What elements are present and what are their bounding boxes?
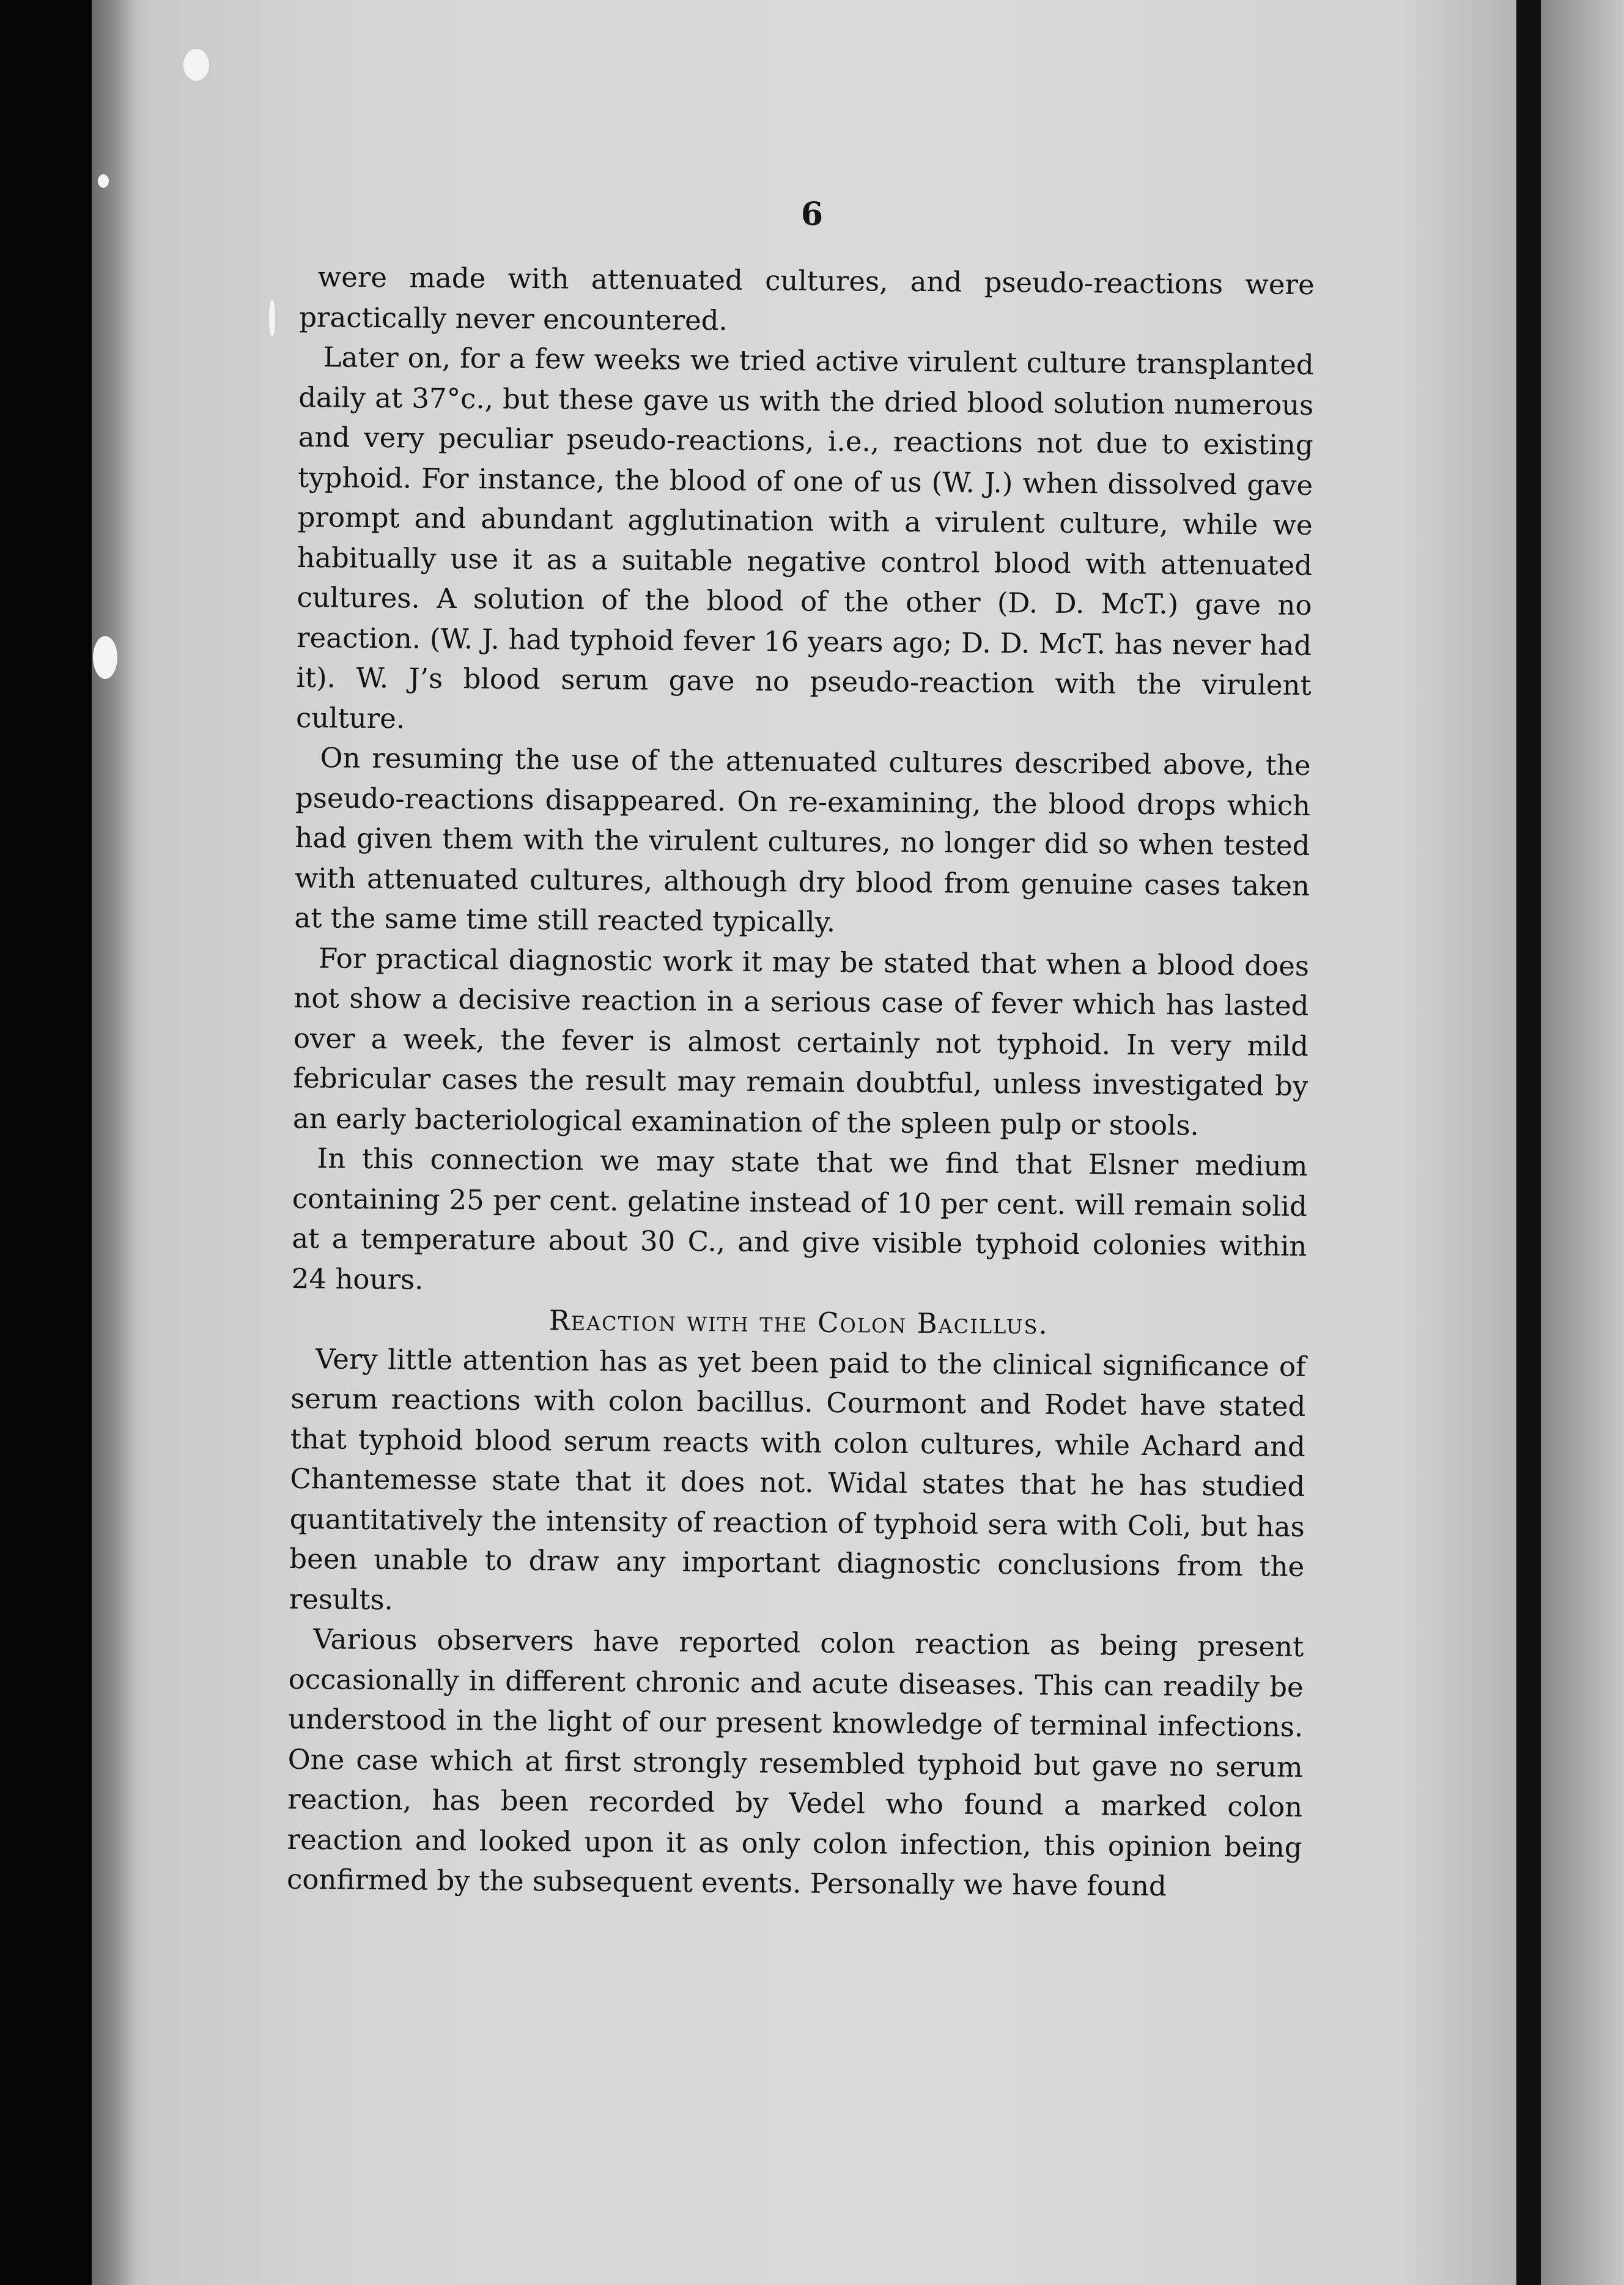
page-number: 6 bbox=[800, 196, 824, 233]
page-gutter-shadow bbox=[92, 0, 135, 2285]
paragraph: On resuming the use of the attenuated cultures described above, the pseudo-reactions disappeared. On re-examining, the blood drops which had given them with the virulent cultures, no longer did so when tested with attenuated cultures, although dry blood from genuine cases taken at the same time still reacted typically. bbox=[294, 741, 1311, 938]
paper-speck bbox=[93, 636, 117, 679]
paper-speck bbox=[98, 174, 109, 188]
page-edge-shadow bbox=[1516, 0, 1541, 2285]
paper-speck bbox=[269, 300, 275, 336]
paragraph: Very little attention has as yet been paid to the clinical significance of serum reactions with colon bacillus. Courmont and Rodet have stated that typhoid blood serum reacts with colon cultures, while Achard and Chantemesse state that it does not. Widal states that he has studied quantitatively the intensity of reaction of typhoid sera with Coli, but has been unable to draw any important diagnostic conclusions from the results. bbox=[289, 1342, 1307, 1616]
paragraph: For practical diagnostic work it may be stated that when a blood does not show a decisive reaction in a serious case of fever which has lasted over a week, the fever is almost certainly not typhoid. In very mild febricular cases the result may remain doubtful, unless investigated by an early bacteriological examination of the spleen pulp or stools. bbox=[292, 941, 1310, 1142]
section-heading: Reaction with the Colon Bacillus. bbox=[548, 1304, 1049, 1341]
paragraph: were made with attenuated cultures, and pseudo-reactions were practically never encountered. bbox=[299, 261, 1315, 336]
adjacent-page-edge bbox=[1541, 0, 1624, 2285]
paragraph: Later on, for a few weeks we tried active virulent culture transplanted daily at 37°c., but these gave us with the dried blood solution numerous and very peculiar pseudo-reactions, i.e., reactions not due to existing typhoid. For instance, the blood of one of us (W. J.) when dissolved gave prompt and abundant agglutination with a virulent culture, while we habitually use it as a suitable negative control blood with attenuated cultures. A solution of the blood of the other (D. D. McT.) gave no reaction. (W. J. had typhoid fever 16 years ago; D. D. McT. has never had it). W. J’s blood serum gave no pseudo-reaction with the virulent culture. bbox=[295, 341, 1314, 735]
paper-speck bbox=[183, 49, 209, 81]
paragraph: In this connection we may state that we find that Elsner medium containing 25 per cent. gelatine instead of 10 per cent. will remain solid at a temperature about 30 C., and give visible typhoid colonies within 24 hours. bbox=[291, 1142, 1308, 1296]
paragraph: Various observers have reported colon reaction as being present occasionally in different chronic and acute diseases. This can readily be understood in the light of our present knowledge of terminal infections. One case which at first strongly resembled typhoid but gave no serum reaction, has been recorded by Vedel who found a marked colon reaction and looked upon it as only colon infection, this opinion being confirmed by the subsequent events. Personally we have found bbox=[286, 1623, 1304, 1903]
body-text bbox=[287, 257, 1315, 1907]
